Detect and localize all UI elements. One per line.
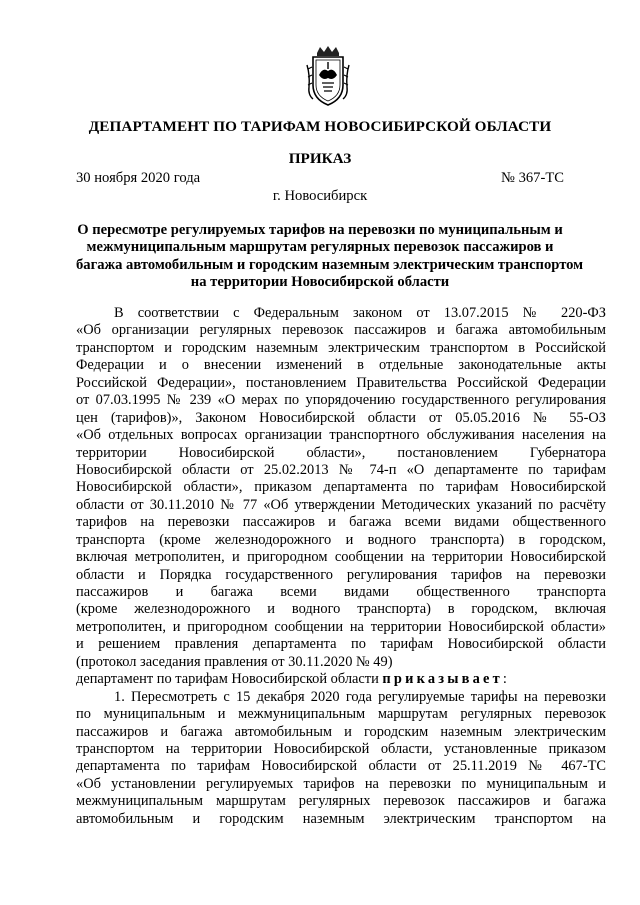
- coat-of-arms-icon: [305, 45, 351, 107]
- orders-line: [76, 671, 606, 688]
- order-city: г. Новосибирск: [272, 188, 368, 204]
- subject-line: О пересмотре регулируемых тарифов на перевозки по муниципальным и: [77, 222, 563, 238]
- preamble-line: от 07.03.1995 № 239 «О мерах по упорядочению государственного регулирования: [76, 392, 606, 409]
- document-type: ПРИКАЗ: [288, 150, 352, 167]
- preamble-line: территории Новосибирской области», постановлением Губернатора: [76, 444, 606, 461]
- item-line: межмуниципальным маршрутам регулярных перевозок пассажиров и багажа: [76, 793, 606, 810]
- item-line: транспортом на территории Новосибирской области, установленные приказом: [76, 740, 606, 757]
- preamble-line: «Об отдельных вопросах организации транспортного обслуживания населения на: [76, 427, 606, 444]
- department-name: ДЕПАРТАМЕНТ ПО ТАРИФАМ НОВОСИБИРСКОЙ ОБЛАСТИ: [88, 118, 552, 135]
- orders-word: приказывает: [382, 671, 503, 688]
- order-subject: [76, 222, 584, 292]
- preamble-line: Федерации и о внесении изменений в отдельные законодательные акты: [76, 357, 606, 374]
- item-line: по муниципальным и межмуниципальным маршрутам регулярных перевозок: [76, 706, 606, 723]
- protocol-line: (протокол заседания правления от 30.11.2020 № 49): [76, 653, 393, 670]
- order-date: 30 ноября 2020 года: [76, 170, 201, 186]
- preamble-line: включая метрополитен, и пригородном сообщении на территории Новосибирской: [76, 549, 606, 566]
- preamble-line: области от 30.11.2010 № 77 «Об утверждении Методических указаний по расчёту: [76, 496, 606, 513]
- item-line: «Об установлении регулируемых тарифов на перевозки по муниципальным и: [76, 775, 606, 792]
- order-body: [76, 305, 606, 828]
- orders-prefix: департамент по тарифам Новосибирской области: [76, 671, 383, 688]
- preamble-line: цен (тарифов)», Законом Новосибирской области от 05.05.2016 № 55-ОЗ: [76, 409, 606, 426]
- preamble-line: тарифов на перевозки пассажиров и багажа всеми видами общественного: [76, 514, 606, 531]
- preamble-line: и решением правления департамента по тарифам Новосибирской области: [76, 636, 606, 653]
- preamble-line: «Об организации регулярных перевозок пассажиров и багажа автомобильным: [76, 322, 606, 339]
- date-number-row: [76, 170, 564, 187]
- subject-line: багажа автомобильным и городским наземным электрическим транспортом: [76, 256, 584, 273]
- preamble-line: Новосибирской области», приказом департамента по тарифам Новосибирской: [76, 479, 606, 496]
- orders-suffix: :: [502, 671, 507, 688]
- item-line: пассажиров и багажа автомобильным и городским наземным электрическим: [76, 723, 606, 740]
- order-number: № 367-ТС: [501, 170, 564, 186]
- preamble-line: метрополитен, и пригородном сообщении на территории Новосибирской области»: [76, 618, 606, 635]
- preamble-line: Российской Федерации», постановлением Правительства Российской Федерации: [76, 374, 606, 391]
- subject-line: на территории Новосибирской области: [190, 274, 450, 291]
- preamble-line: (кроме железнодорожного и водного транспорта) в городском, включая: [76, 601, 606, 618]
- preamble-line: пассажиров и багажа всеми видами общественного транспорта: [76, 584, 606, 600]
- preamble-line: В соответствии с Федеральным законом от 13.07.2015 № 220-ФЗ: [114, 305, 606, 321]
- subject-line: межмуниципальным маршрутам регулярных перевозок пассажиров и: [86, 239, 554, 256]
- item-line: автомобильным и городским наземным электрическим транспортом на: [76, 810, 606, 827]
- preamble-line: области и Порядка государственного регулирования тарифов на перевозки: [76, 566, 606, 583]
- preamble-line: транспортом и городским наземным электрическим транспортом в Российской: [76, 339, 606, 356]
- preamble-line: транспорта (кроме железнодорожного и водного транспорта) в городском,: [76, 531, 606, 548]
- item-line: 1. Пересмотреть с 15 декабря 2020 года регулируемые тарифы на перевозки: [114, 688, 606, 705]
- preamble-line: Новосибирской области от 25.02.2013 № 74-п «О департаменте по тарифам: [76, 461, 606, 478]
- item-line: департамента по тарифам Новосибирской области от 25.11.2019 № 467-ТС: [76, 758, 606, 775]
